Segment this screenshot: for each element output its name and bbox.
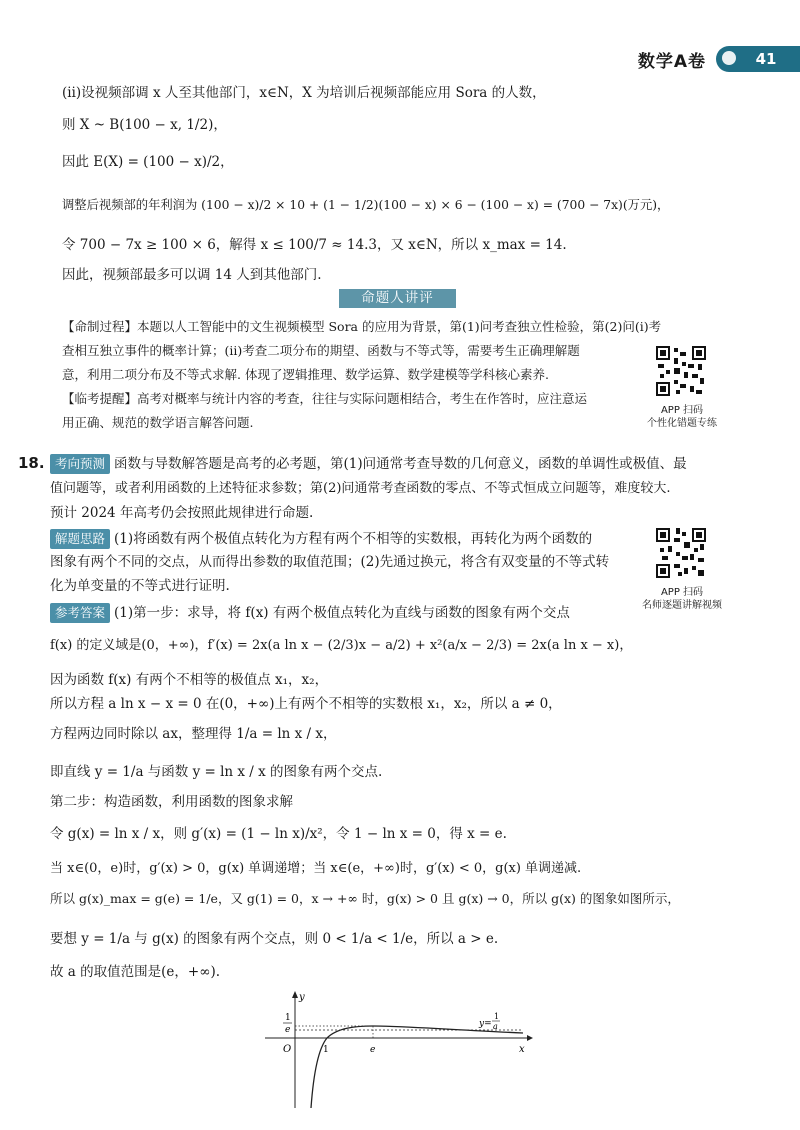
answer-line-4: 所以方程 a ln x − x = 0 在(0，+∞)上有两个不相等的实数根 x₁，x₂，所以 a ≠ 0， <box>50 696 562 712</box>
header-title: 数学A卷 <box>637 51 706 72</box>
section-title: 命题人讲评 <box>339 289 456 308</box>
line-label-y: y= <box>479 1019 492 1029</box>
qr-caption <box>627 404 737 430</box>
qr-caption <box>627 586 737 612</box>
answer-line-6: 即直线 y = 1/a 与函数 y = ln x / x 的图象有两个交点. <box>50 764 383 780</box>
idea-line-1 <box>50 529 592 549</box>
qr-code-icon[interactable] <box>656 528 706 578</box>
answer-line-12: 故 a 的取值范围是(e，+∞). <box>50 964 221 980</box>
answer-line-7: 第二步：构造函数，利用函数的图象求解 <box>50 794 293 810</box>
answer-line-10: 所以 g(x)_max = g(e) = 1/e，又 g(1) = 0，x → +∞ 时，g(x) > 0 且 g(x) → 0，所以 g(x) 的图象如图所示， <box>50 891 680 906</box>
y-axis-arrow <box>292 991 298 998</box>
answer-line-9: 当 x∈(0，e)时，g′(x) > 0，g(x) 单调递增；当 x∈(e，+∞)时，g′(x) < 0，g(x) 单调递减. <box>50 861 582 876</box>
solution-line-5: 令 700 − 7x ≥ 100 × 6，解得 x ≤ 100/7 ≈ 14.3，又 x∈N，所以 x_max = 14. <box>62 237 567 253</box>
x-axis-arrow <box>527 1035 533 1041</box>
prediction-line-2: 值问题等，或者利用函数的上述特征求参数；第(2)问通常考查函数的零点、不等式恒成立问题等，难度较大. <box>50 481 671 496</box>
question-number: 18. <box>18 454 45 472</box>
answer-line-3: 因为函数 f(x) 有两个不相等的极值点 x₁，x₂， <box>50 672 329 688</box>
prediction-tag: 考向预测 <box>50 454 110 474</box>
qr-caption-line-2: 名师逐题讲解视频 <box>642 600 722 611</box>
answer-line-2: f(x) 的定义域是(0，+∞)，f′(x) = 2x(a ln x − (2/3)x − a/2) + x²(a/x − 2/3) = 2x(a ln x − x)， <box>50 638 633 653</box>
commentary-line-1: 【命制过程】本题以人工智能中的文生视频模型 Sora 的应用为背景，第(1)问考查独立性检验，第(2)问(ⅰ)考 <box>62 319 662 334</box>
solution-line-2: 则 X ~ B(100 − x, 1/2)， <box>62 117 227 133</box>
line-label-denominator: a <box>493 1022 498 1031</box>
commentary-line-3: 意，利用二项分布及不等式求解. 体现了逻辑推理、数学运算、数学建模等学科核心素养. <box>62 367 549 382</box>
page-header <box>638 44 800 74</box>
y-tick-numerator: 1 <box>285 1013 291 1023</box>
tick-1-label: 1 <box>323 1045 329 1055</box>
commentary-line-4: 【临考提醒】高考对概率与统计内容的考查，往往与实际问题相结合，考生在作答时，应注意运 <box>62 391 588 406</box>
solution-line-4: 调整后视频部的年利润为 (100 − x)/2 × 10 + (1 − 1/2)(100 − x) × 6 − (100 − x) = (700 − 7x)(万元)， <box>62 198 670 212</box>
solution-line-3: 因此 E(X) = (100 − x)/2， <box>62 154 234 170</box>
idea-line-2: 图象有两个不同的交点，从而得出参数的取值范围；(2)先通过换元，将含有双变量的不等式转 <box>50 554 610 570</box>
idea-line-3: 化为单变量的不等式进行证明. <box>50 578 230 594</box>
answer-line-5: 方程两边同时除以 ax，整理得 1/a = ln x / x， <box>50 726 337 742</box>
solution-line-6: 因此，视频部最多可以调 14 人到其他部门. <box>62 267 322 283</box>
qr-caption-line-2: 个性化错题专练 <box>647 418 717 429</box>
prediction-line-3: 预计 2024 年高考仍会按照此规律进行命题. <box>50 505 314 521</box>
qr-caption-line-1: APP 扫码 <box>660 405 704 416</box>
answer-line-11: 要想 y = 1/a 与 g(x) 的图象有两个交点，则 0 < 1/a < 1/e，所以 a > e. <box>50 931 499 947</box>
answer-text-1: (1)第一步：求导，将 f(x) 有两个极值点转化为直线与函数的图象有两个交点 <box>114 605 570 621</box>
solution-line-1: (ⅱ)设视频部调 x 人至其他部门，x∈N，X 为培训后视频部能应用 Sora 的人数， <box>62 85 546 101</box>
commentary-line-2: 查相互独立事件的概率计算；(ⅱ)考查二项分布的期望、函数与不等式等，需要考生正确理解题 <box>62 343 580 358</box>
prediction-text-1: 函数与导数解答题是高考的必考题，第(1)问通常考查导数的几何意义，函数的单调性或极值、最 <box>114 456 687 472</box>
page-number-badge: 41 <box>716 46 800 72</box>
tick-e-label: e <box>370 1045 376 1055</box>
idea-text-1: (1)将函数有两个极值点转化为方程有两个不相等的实数根，再转化为两个函数的 <box>114 531 593 547</box>
x-label: x <box>519 1044 525 1055</box>
origin-label: O <box>283 1044 292 1055</box>
idea-tag: 解题思路 <box>50 529 110 549</box>
function-graph <box>265 990 535 1110</box>
answer-tag: 参考答案 <box>50 603 110 623</box>
line-label-numerator: 1 <box>494 1012 500 1021</box>
y-tick-denominator: e <box>285 1025 291 1035</box>
prediction-line-1 <box>50 454 687 474</box>
answer-line-8: 令 g(x) = ln x / x，则 g′(x) = (1 − ln x)/x²，令 1 − ln x = 0，得 x = e. <box>50 826 507 842</box>
y-label: y <box>299 992 305 1003</box>
qr-caption-line-1: APP 扫码 <box>660 587 704 598</box>
answer-line-1 <box>50 603 570 623</box>
commentary-line-5: 用正确、规范的数学语言解答问题. <box>62 415 254 430</box>
qr-code-icon[interactable] <box>656 346 706 396</box>
